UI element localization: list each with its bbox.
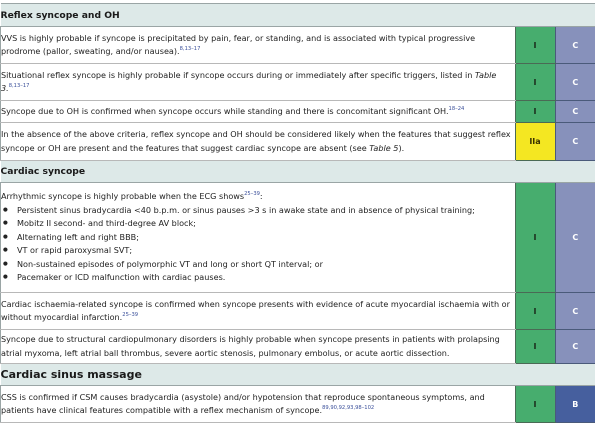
recommendation-text: Syncope due to OH is confirmed when syncope occurs while standing and there is concomitant significant OH.$^{18-24}$ [1,101,516,123]
section-title: Reflex syncope and OH [1,4,596,27]
recommendation-text: Arrhythmic syncope is highly probable when the ECG shows$^{25-39}$: ● Persistent sinus bradycardia <40 b.p.m. or sinus pauses >3 s in awake state and in absence of physical training; ● Mobitz II second- and third-degree AV block; ● Alternating left and right BBB; ● VT or rapid paroxysmal SVT; ● Non-sustained episodes of polymorphic VT and long or short QT interval; or ● Pacemaker or ICD malfunction with cardiac pauses. [1,183,516,293]
class-badge: I [515,386,555,423]
table-row [1,293,596,330]
level-badge: C [555,330,595,364]
section-title: Cardiac syncope [1,161,596,183]
table-row [1,27,596,64]
section-header-cardiac-syncope [1,161,596,183]
list-item: ● Mobitz II second- and third-degree AV block; [17,217,515,231]
class-badge: I [515,101,555,123]
class-badge: I [515,27,555,64]
reference-superscript: 25–39 [244,191,260,198]
section-header-reflex-syncope [1,4,596,27]
ecg-criteria-list [1,204,515,285]
reference-superscript: 25–39 [122,312,139,318]
reference-superscript: 8,13–17 [179,46,201,52]
syncope-diagnostic-criteria-table [0,3,595,423]
list-item: ● VT or rapid paroxysmal SVT; [17,244,515,258]
class-badge: I [515,64,555,101]
table-row [1,101,596,123]
list-item: ● Non-sustained episodes of polymorphic VT and long or short QT interval; or [17,258,515,272]
list-item: ● Persistent sinus bradycardia <40 b.p.m. or sinus pauses >3 s in awake state and in absence of physical training; [17,204,515,218]
class-badge: I [515,183,555,293]
level-badge: B [555,386,595,423]
reference-superscript: 89,90,92,93,98–102 [322,405,375,411]
section-header-cardiac-sinus-massage [1,364,596,386]
level-badge: C [555,183,595,293]
list-item: ● Alternating left and right BBB; [17,231,515,245]
table-reference: Table 3. [1,69,497,93]
recommendation-text: In the absence of the above criteria, reflex syncope and OH should be considered likely when the features that suggest reflex syncope or OH are present and the features that suggest cardiac syncope are absent (see Table 5). [1,123,516,161]
list-item: ● Pacemaker or ICD malfunction with cardiac pauses. [17,271,515,285]
table-reference: Table 5 [369,142,399,153]
recommendation-text: Syncope due to structural cardiopulmonary disorders is highly probable when syncope presents in patients with prolapsing atrial myxoma, left atrial ball thrombus, severe aortic stenosis, pulmonary embolus, or acute aortic dissection. [1,330,516,364]
class-badge: IIa [515,123,555,161]
recommendation-text: Cardiac ischaemia-related syncope is confirmed when syncope presents with evidence of acute myocardial ischaemia with or without myocardial infarction.$^{25-39}$ [1,293,516,330]
level-badge: C [555,101,595,123]
class-badge: I [515,293,555,330]
class-badge: I [515,330,555,364]
table-row [1,123,596,161]
table-row [1,64,596,101]
reference-superscript: 18–24 [448,105,465,112]
reference-superscript: 8,13–17 [8,83,30,89]
section-title: Cardiac sinus massage [1,364,596,386]
level-badge: C [555,123,595,161]
level-badge: C [555,64,595,101]
recommendation-text: CSS is confirmed if CSM causes bradycardia (asystole) and/or hypotension that reproduce spontaneous symptoms, and patients have clinical features compatible with a reflex mechanism of syncope.$^{89,90,92,93,98-102}$ [1,386,516,423]
recommendation-text: Situational reflex syncope is highly probable if syncope occurs during or immediately after specific triggers, listed in Table 3.$^{8,13-17}$ [1,64,516,101]
table-row [1,330,596,364]
table-row [1,183,596,293]
level-badge: C [555,27,595,64]
level-badge: C [555,293,595,330]
table-row [1,386,596,423]
recommendation-text: VVS is highly probable if syncope is precipitated by pain, fear, or standing, and is associated with typical progressive prodrome (pallor, sweating, and/or nausea).$^{8,13-17}$ [1,27,516,64]
